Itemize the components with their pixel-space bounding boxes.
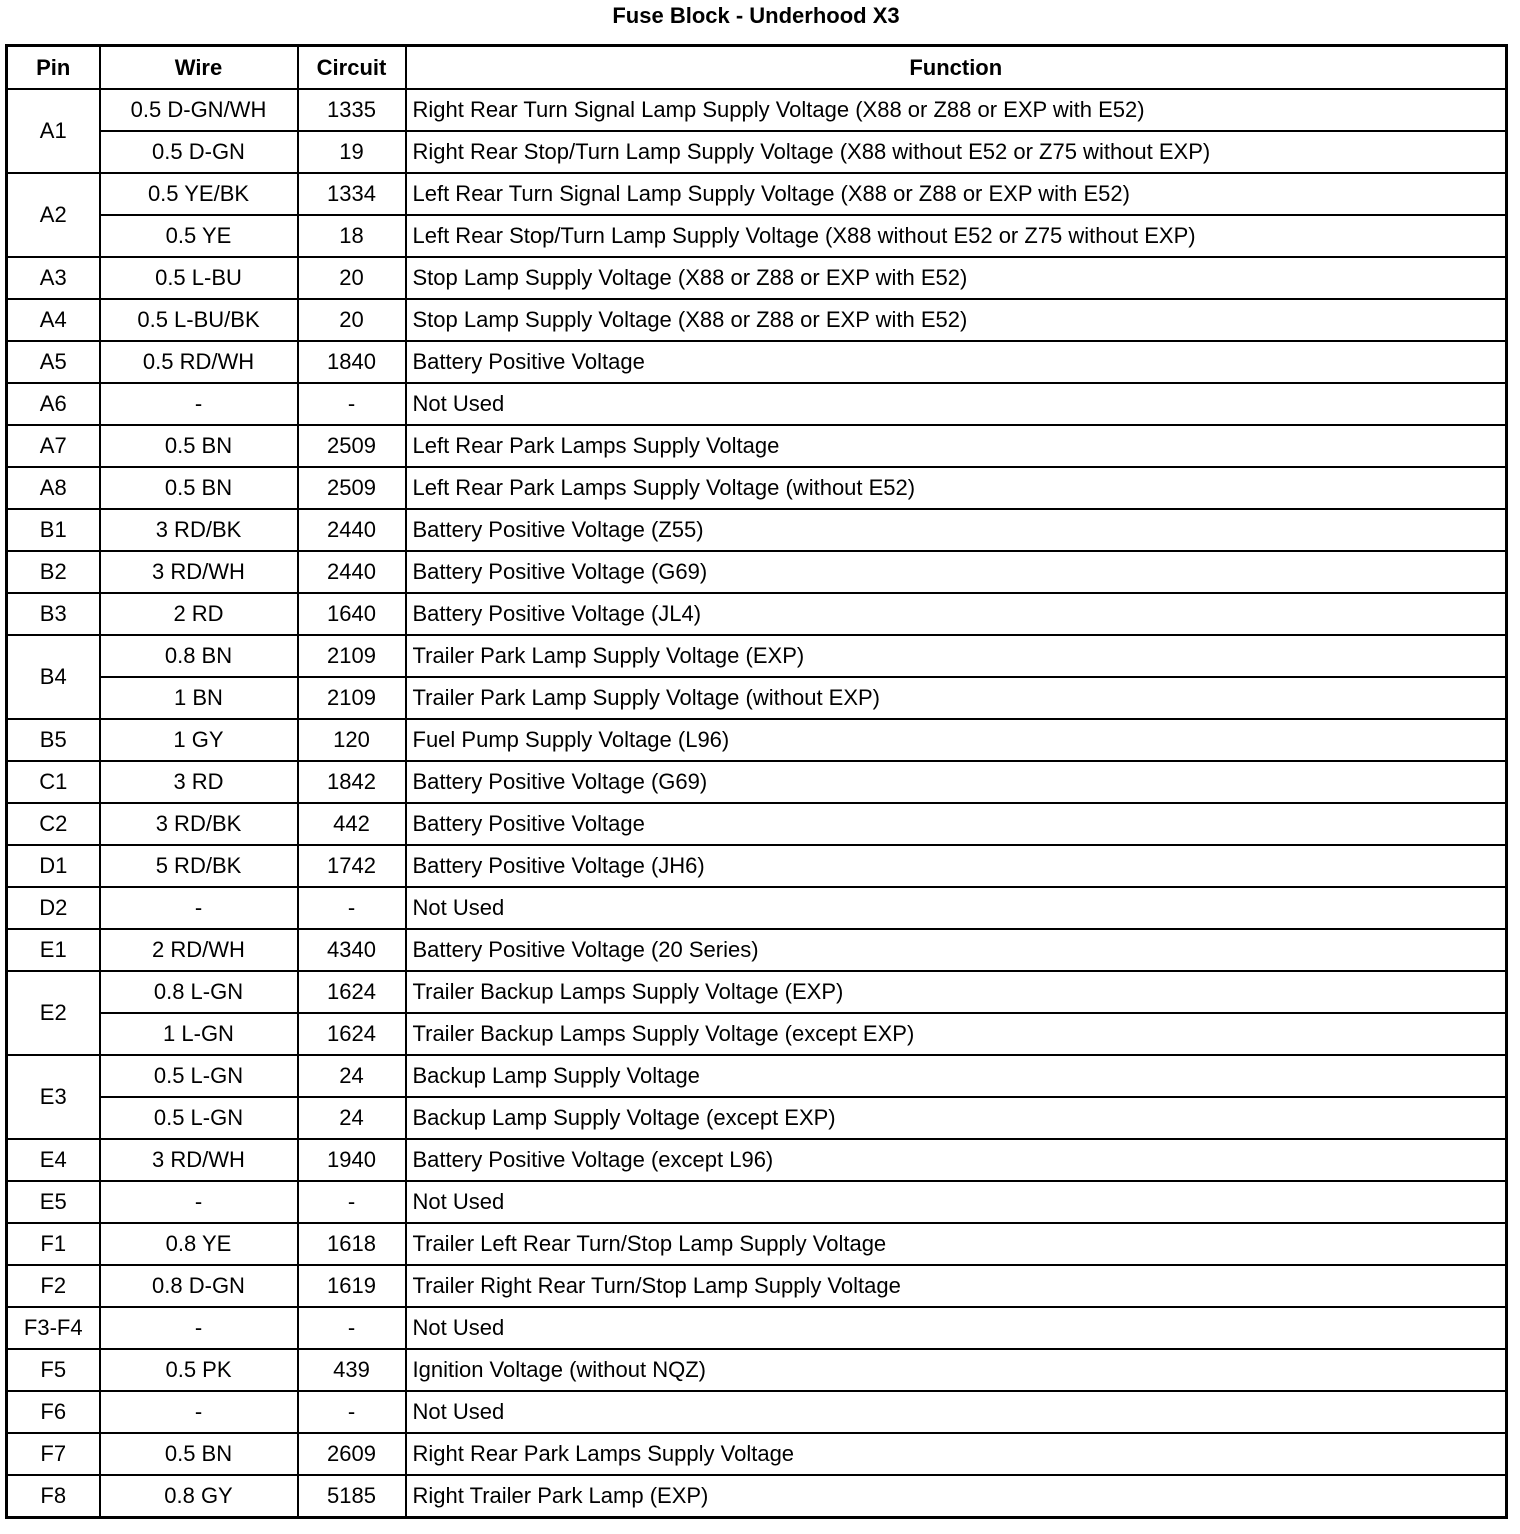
wire-cell: 3 RD/WH [100, 1139, 298, 1181]
table-row [7, 971, 1507, 1013]
table-row [7, 1181, 1507, 1223]
circuit-cell: - [298, 887, 406, 929]
function-cell: Stop Lamp Supply Voltage (X88 or Z88 or EXP with E52) [406, 299, 1507, 341]
pin-cell: E2 [7, 971, 100, 1055]
pin-cell: A1 [7, 89, 100, 173]
wire-cell: 2 RD/WH [100, 929, 298, 971]
wire-cell: - [100, 1307, 298, 1349]
wire-cell: 0.5 D-GN/WH [100, 89, 298, 131]
circuit-cell: - [298, 1181, 406, 1223]
wire-cell: 0.5 BN [100, 1433, 298, 1475]
table-row [7, 1475, 1507, 1518]
function-cell: Battery Positive Voltage [406, 803, 1507, 845]
function-cell: Stop Lamp Supply Voltage (X88 or Z88 or EXP with E52) [406, 257, 1507, 299]
table-row [7, 1013, 1507, 1055]
wire-cell: 3 RD/BK [100, 803, 298, 845]
pin-cell: A7 [7, 425, 100, 467]
table-body [7, 89, 1507, 1518]
function-cell: Battery Positive Voltage (JL4) [406, 593, 1507, 635]
wire-cell: 0.5 BN [100, 467, 298, 509]
circuit-cell: 2509 [298, 467, 406, 509]
circuit-cell: - [298, 383, 406, 425]
function-cell: Not Used [406, 383, 1507, 425]
wire-cell: 0.8 GY [100, 1475, 298, 1518]
wire-cell: 0.5 L-BU [100, 257, 298, 299]
circuit-cell: 1742 [298, 845, 406, 887]
wire-cell: 0.5 YE [100, 215, 298, 257]
circuit-cell: 1840 [298, 341, 406, 383]
circuit-cell: - [298, 1391, 406, 1433]
table-row [7, 635, 1507, 677]
function-cell: Backup Lamp Supply Voltage [406, 1055, 1507, 1097]
circuit-cell: 1334 [298, 173, 406, 215]
pin-cell: F5 [7, 1349, 100, 1391]
wire-cell: - [100, 383, 298, 425]
circuit-cell: 1619 [298, 1265, 406, 1307]
pin-cell: B4 [7, 635, 100, 719]
wire-cell: 0.5 YE/BK [100, 173, 298, 215]
pin-cell: D2 [7, 887, 100, 929]
circuit-cell: 2109 [298, 677, 406, 719]
circuit-cell: 2440 [298, 551, 406, 593]
pin-cell: C2 [7, 803, 100, 845]
table-row [7, 887, 1507, 929]
table-row [7, 1265, 1507, 1307]
function-cell: Not Used [406, 887, 1507, 929]
table-row [7, 929, 1507, 971]
table-row [7, 383, 1507, 425]
table-row [7, 1349, 1507, 1391]
function-cell: Right Rear Turn Signal Lamp Supply Voltage (X88 or Z88 or EXP with E52) [406, 89, 1507, 131]
pin-cell: A3 [7, 257, 100, 299]
header-circuit: Circuit [298, 46, 406, 90]
function-cell: Left Rear Stop/Turn Lamp Supply Voltage (X88 without E52 or Z75 without EXP) [406, 215, 1507, 257]
function-cell: Trailer Right Rear Turn/Stop Lamp Supply Voltage [406, 1265, 1507, 1307]
circuit-cell: 2109 [298, 635, 406, 677]
pin-cell: E5 [7, 1181, 100, 1223]
header-wire: Wire [100, 46, 298, 90]
pin-cell: A8 [7, 467, 100, 509]
circuit-cell: 2440 [298, 509, 406, 551]
wire-cell: 0.5 L-BU/BK [100, 299, 298, 341]
wire-cell: 5 RD/BK [100, 845, 298, 887]
circuit-cell: 1624 [298, 971, 406, 1013]
circuit-cell: 439 [298, 1349, 406, 1391]
table-row [7, 1223, 1507, 1265]
table-row [7, 1097, 1507, 1139]
function-cell: Right Trailer Park Lamp (EXP) [406, 1475, 1507, 1518]
wire-cell: 0.5 L-GN [100, 1055, 298, 1097]
circuit-cell: 20 [298, 299, 406, 341]
pin-cell: A5 [7, 341, 100, 383]
wire-cell: 0.5 D-GN [100, 131, 298, 173]
wire-cell: - [100, 887, 298, 929]
table-row [7, 551, 1507, 593]
wire-cell: 0.8 D-GN [100, 1265, 298, 1307]
circuit-cell: 442 [298, 803, 406, 845]
function-cell: Not Used [406, 1391, 1507, 1433]
wire-cell: 1 BN [100, 677, 298, 719]
circuit-cell: 20 [298, 257, 406, 299]
pin-cell: F6 [7, 1391, 100, 1433]
function-cell: Right Rear Stop/Turn Lamp Supply Voltage (X88 without E52 or Z75 without EXP) [406, 131, 1507, 173]
table-row [7, 131, 1507, 173]
header-pin: Pin [7, 46, 100, 90]
wire-cell: 3 RD [100, 761, 298, 803]
circuit-cell: 1640 [298, 593, 406, 635]
function-cell: Left Rear Park Lamps Supply Voltage (without E52) [406, 467, 1507, 509]
table-row [7, 89, 1507, 131]
function-cell: Trailer Backup Lamps Supply Voltage (except EXP) [406, 1013, 1507, 1055]
table-row [7, 467, 1507, 509]
circuit-cell: 1940 [298, 1139, 406, 1181]
table-row [7, 1391, 1507, 1433]
wire-cell: 0.5 RD/WH [100, 341, 298, 383]
wire-cell: 2 RD [100, 593, 298, 635]
function-cell: Battery Positive Voltage (G69) [406, 551, 1507, 593]
table-row [7, 803, 1507, 845]
wire-cell: 0.5 L-GN [100, 1097, 298, 1139]
table-header-row [7, 46, 1507, 90]
circuit-cell: - [298, 1307, 406, 1349]
table-row [7, 845, 1507, 887]
pin-cell: D1 [7, 845, 100, 887]
wire-cell: - [100, 1391, 298, 1433]
pin-table [5, 44, 1508, 1519]
table-row [7, 593, 1507, 635]
pin-cell: C1 [7, 761, 100, 803]
wire-cell: - [100, 1181, 298, 1223]
table-row [7, 215, 1507, 257]
function-cell: Trailer Left Rear Turn/Stop Lamp Supply Voltage [406, 1223, 1507, 1265]
pin-cell: A6 [7, 383, 100, 425]
table-row [7, 1139, 1507, 1181]
function-cell: Left Rear Park Lamps Supply Voltage [406, 425, 1507, 467]
pin-cell: A4 [7, 299, 100, 341]
pin-cell: B5 [7, 719, 100, 761]
circuit-cell: 2609 [298, 1433, 406, 1475]
table-row [7, 257, 1507, 299]
table-row [7, 761, 1507, 803]
circuit-cell: 24 [298, 1097, 406, 1139]
table-row [7, 1055, 1507, 1097]
pin-cell: E4 [7, 1139, 100, 1181]
table-row [7, 677, 1507, 719]
circuit-cell: 1624 [298, 1013, 406, 1055]
circuit-cell: 19 [298, 131, 406, 173]
function-cell: Ignition Voltage (without NQZ) [406, 1349, 1507, 1391]
function-cell: Left Rear Turn Signal Lamp Supply Voltage (X88 or Z88 or EXP with E52) [406, 173, 1507, 215]
wire-cell: 3 RD/WH [100, 551, 298, 593]
function-cell: Battery Positive Voltage (except L96) [406, 1139, 1507, 1181]
circuit-cell: 2509 [298, 425, 406, 467]
function-cell: Fuel Pump Supply Voltage (L96) [406, 719, 1507, 761]
table-row [7, 1433, 1507, 1475]
page-title: Fuse Block - Underhood X3 [612, 3, 900, 28]
pin-cell: B2 [7, 551, 100, 593]
pin-cell: F8 [7, 1475, 100, 1518]
function-cell: Not Used [406, 1181, 1507, 1223]
wire-cell: 3 RD/BK [100, 509, 298, 551]
function-cell: Trailer Backup Lamps Supply Voltage (EXP) [406, 971, 1507, 1013]
wire-cell: 1 L-GN [100, 1013, 298, 1055]
pin-cell: A2 [7, 173, 100, 257]
table-row [7, 509, 1507, 551]
pin-cell: F1 [7, 1223, 100, 1265]
function-cell: Battery Positive Voltage (20 Series) [406, 929, 1507, 971]
table-row [7, 719, 1507, 761]
pin-cell: F2 [7, 1265, 100, 1307]
circuit-cell: 1335 [298, 89, 406, 131]
pin-cell: B1 [7, 509, 100, 551]
function-cell: Not Used [406, 1307, 1507, 1349]
circuit-cell: 24 [298, 1055, 406, 1097]
table-row [7, 1307, 1507, 1349]
function-cell: Battery Positive Voltage (G69) [406, 761, 1507, 803]
function-cell: Backup Lamp Supply Voltage (except EXP) [406, 1097, 1507, 1139]
circuit-cell: 18 [298, 215, 406, 257]
pin-cell: F3-F4 [7, 1307, 100, 1349]
pin-cell: E1 [7, 929, 100, 971]
circuit-cell: 1618 [298, 1223, 406, 1265]
pin-cell: F7 [7, 1433, 100, 1475]
table-row [7, 341, 1507, 383]
circuit-cell: 5185 [298, 1475, 406, 1518]
circuit-cell: 120 [298, 719, 406, 761]
function-cell: Battery Positive Voltage (JH6) [406, 845, 1507, 887]
function-cell: Battery Positive Voltage [406, 341, 1507, 383]
wire-cell: 0.8 L-GN [100, 971, 298, 1013]
table-row [7, 425, 1507, 467]
pin-cell: E3 [7, 1055, 100, 1139]
header-function: Function [406, 46, 1507, 90]
table-row [7, 299, 1507, 341]
function-cell: Right Rear Park Lamps Supply Voltage [406, 1433, 1507, 1475]
wire-cell: 0.8 BN [100, 635, 298, 677]
table-row [7, 173, 1507, 215]
function-cell: Trailer Park Lamp Supply Voltage (without EXP) [406, 677, 1507, 719]
circuit-cell: 4340 [298, 929, 406, 971]
circuit-cell: 1842 [298, 761, 406, 803]
wire-cell: 0.5 PK [100, 1349, 298, 1391]
function-cell: Trailer Park Lamp Supply Voltage (EXP) [406, 635, 1507, 677]
wire-cell: 1 GY [100, 719, 298, 761]
wire-cell: 0.5 BN [100, 425, 298, 467]
wire-cell: 0.8 YE [100, 1223, 298, 1265]
pin-cell: B3 [7, 593, 100, 635]
function-cell: Battery Positive Voltage (Z55) [406, 509, 1507, 551]
